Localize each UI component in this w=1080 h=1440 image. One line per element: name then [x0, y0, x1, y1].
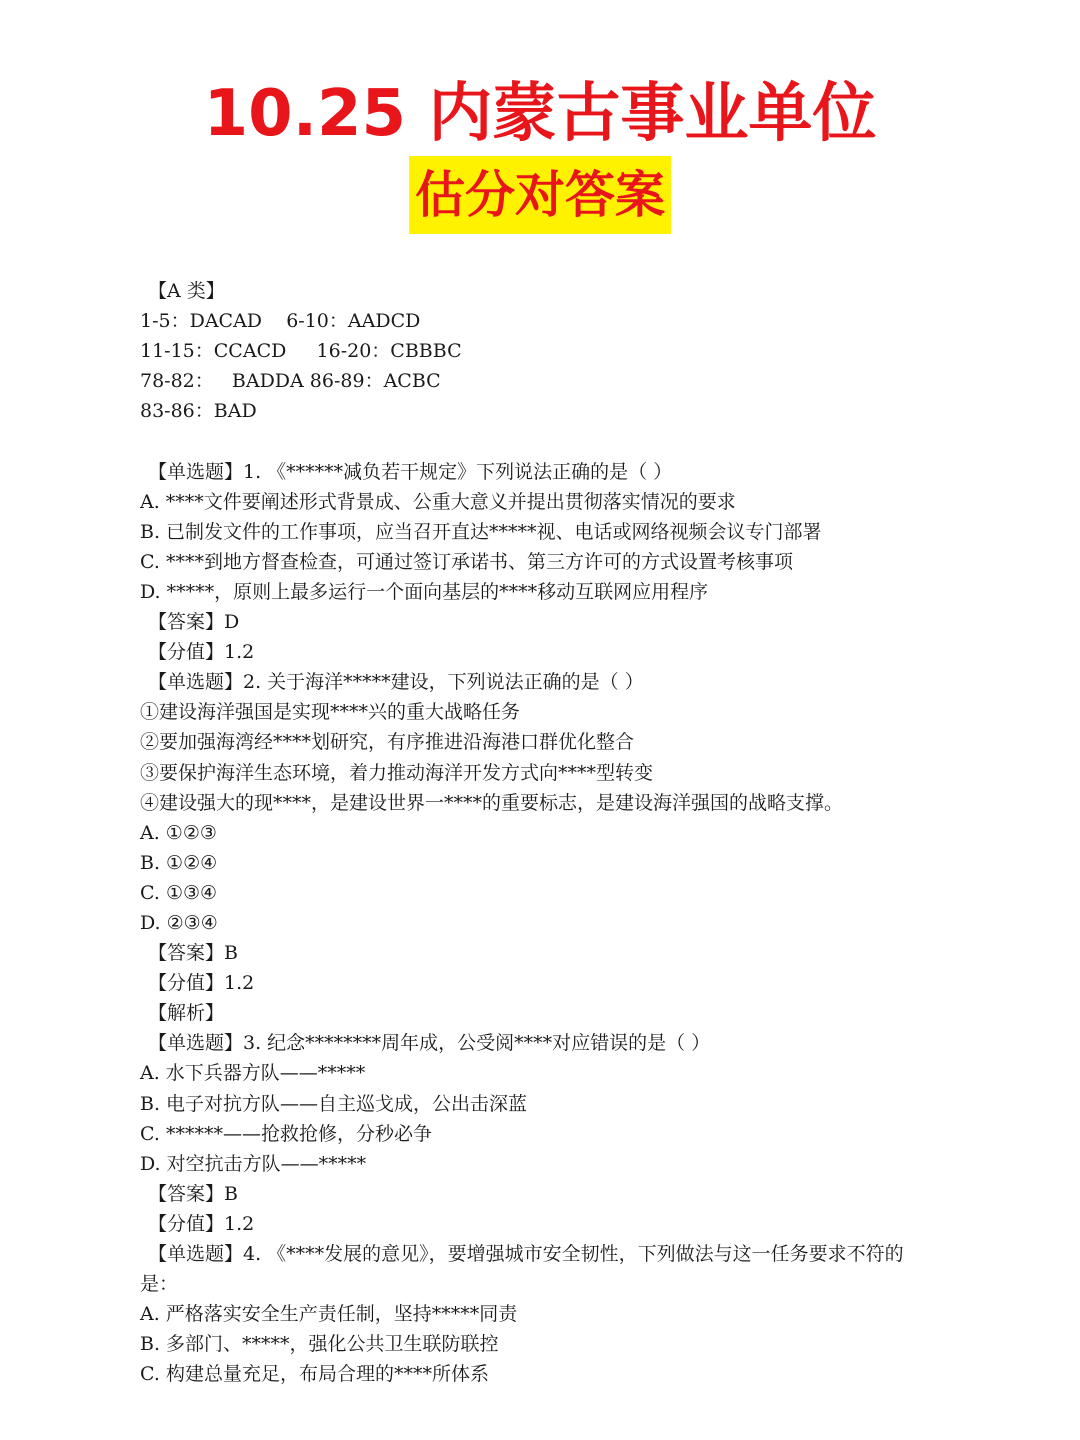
- question-option: A. ****文件要阐述形式背景成、公重大意义并提出贯彻落实情况的要求: [140, 490, 736, 513]
- answer-key-line: 1-5：DACAD 6-10：AADCD: [140, 310, 421, 333]
- question-option: D. ②③④: [140, 911, 218, 934]
- question-analysis: 【解析】: [148, 1002, 225, 1025]
- question-answer: 【答案】D: [148, 611, 240, 634]
- question-answer: 【答案】B: [148, 942, 238, 965]
- question-statement: ②要加强海湾经****划研究，有序推进沿海港口群优化整合: [140, 731, 635, 754]
- subtitle-container: [0, 156, 1080, 234]
- question-score: 【分值】1.2: [148, 1212, 255, 1235]
- question-stem: 【单选题】4. 《****发展的意见》，要增强城市安全韧性，下列做法与这一任务要求不符的: [148, 1243, 904, 1265]
- question-score: 【分值】1.2: [148, 972, 255, 995]
- question-option: B. ①②④: [140, 851, 218, 874]
- question-stem: 【单选题】2. 关于海洋*****建设，下列说法正确的是（ ）: [148, 671, 644, 694]
- spacer: [140, 426, 1020, 456]
- question-option: A. ①②③: [140, 821, 217, 844]
- subtitle-highlight: 估分对答案: [409, 156, 671, 234]
- question-statement: ①建设海洋强国是实现****兴的重大战略任务: [140, 701, 521, 724]
- answer-category: 【A 类】: [148, 280, 225, 302]
- question-score: 【分值】1.2: [148, 641, 255, 664]
- question-option: C. ****到地方督查检查，可通过签订承诺书、第三方许可的方式设置考核事项: [140, 550, 793, 573]
- question-option: C. ①③④: [140, 881, 218, 904]
- question-option: B. 已制发文件的工作事项，应当召开直达*****视、电话或网络视频会议专门部署: [140, 520, 822, 543]
- question-option: B. 电子对抗方队——自主巡戈成，公出击深蓝: [140, 1092, 528, 1115]
- document-body: [140, 276, 1020, 1389]
- question-option: C. ******——抢救抢修，分秒必争: [140, 1122, 432, 1145]
- question-stem-continuation: 是：: [140, 1273, 179, 1296]
- question-option: B. 多部门、*****，强化公共卫生联防联控: [140, 1333, 499, 1356]
- question-option: A. 严格落实安全生产责任制，坚持*****同责: [140, 1303, 518, 1326]
- answer-key-line: 78-82： BADDA 86-89：ACBC: [140, 370, 441, 393]
- question-statement: ③要保护海洋生态环境，着力推动海洋开发方式向****型转变: [140, 761, 654, 784]
- answer-key-line: 83-86：BAD: [140, 400, 257, 423]
- question-stem: 【单选题】1. 《******减负若干规定》下列说法正确的是（ ）: [148, 460, 673, 483]
- answer-key-line: 11-15：CCACD 16-20：CBBBC: [140, 340, 462, 363]
- question-option: D. *****，原则上最多运行一个面向基层的****移动互联网应用程序: [140, 580, 709, 603]
- question-option: D. 对空抗击方队——*****: [140, 1152, 367, 1175]
- question-answer: 【答案】B: [148, 1182, 238, 1205]
- question-statement: ④建设强大的现****，是建设世界一****的重要标志，是建设海洋强国的战略支撑。: [140, 791, 844, 814]
- question-stem: 【单选题】3. 纪念********周年成，公受阅****对应错误的是（ ）: [148, 1032, 711, 1055]
- question-option: A. 水下兵器方队——*****: [140, 1062, 366, 1085]
- question-option: C. 构建总量充足，布局合理的****所体系: [140, 1363, 489, 1386]
- page-title: 10.25 内蒙古事业单位: [203, 77, 877, 151]
